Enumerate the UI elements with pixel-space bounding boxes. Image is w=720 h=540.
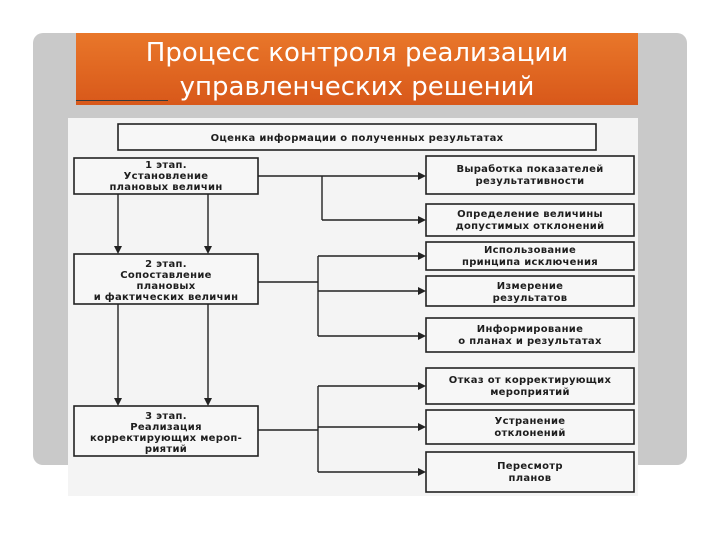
- right-box-6-line1: Отказ от корректирующих: [448, 375, 612, 386]
- control-process-diagram: [68, 118, 638, 496]
- top-box-label: Оценка информации о полученных результатах: [210, 133, 504, 144]
- slide-title: [76, 33, 638, 105]
- right-box-6: [426, 368, 634, 404]
- stage1-line3: плановых величин: [109, 182, 223, 193]
- right-box-5-line2: о планах и результатах: [458, 336, 602, 347]
- right-box-2-line1: Определение величины: [457, 209, 603, 220]
- right-box-8-line1: Пересмотр: [497, 461, 563, 472]
- right-box-7-line1: Устранение: [494, 416, 566, 427]
- stage3-line1: 3 этап.: [145, 411, 187, 422]
- right-box-1-line2: результативности: [475, 176, 585, 187]
- right-box-5-line1: Информирование: [476, 324, 584, 335]
- right-box-8-line2: планов: [508, 473, 552, 484]
- stage2-line4: и фактических величин: [93, 292, 239, 303]
- stage1-line1: 1 этап.: [145, 160, 187, 171]
- right-box-2-line2: допустимых отклонений: [455, 221, 605, 232]
- title-line-1: Процесс контроля реализации: [145, 38, 569, 68]
- right-box-1: [426, 156, 634, 194]
- title-line-2: управленческих решений: [179, 72, 535, 102]
- right-box-8: [426, 452, 634, 492]
- stage2-line2: Сопоставление: [120, 270, 212, 281]
- stage3-line4: риятий: [144, 444, 188, 455]
- stage3-connectors: [258, 382, 426, 476]
- title-underline: [76, 100, 168, 101]
- right-box-4-line2: результатов: [492, 293, 568, 304]
- stage2-line1: 2 этап.: [145, 259, 187, 270]
- stage3-line2: Реализация: [130, 422, 202, 433]
- right-box-7-line2: отклонений: [494, 428, 566, 439]
- stage2-line3: плановых: [136, 281, 196, 292]
- right-box-3-line1: Использование: [483, 245, 577, 256]
- right-box-6-line2: мероприятий: [490, 387, 570, 398]
- stage1-connectors: [258, 172, 426, 224]
- stage1-line2: Установление: [123, 171, 209, 182]
- right-box-4-line1: Измерение: [496, 281, 564, 292]
- stage3-line3: корректирующих мероп-: [89, 433, 243, 444]
- right-box-1-line1: Выработка показателей: [456, 164, 604, 175]
- right-box-3-line2: принципа исключения: [462, 257, 598, 268]
- stage2-connectors: [258, 252, 426, 340]
